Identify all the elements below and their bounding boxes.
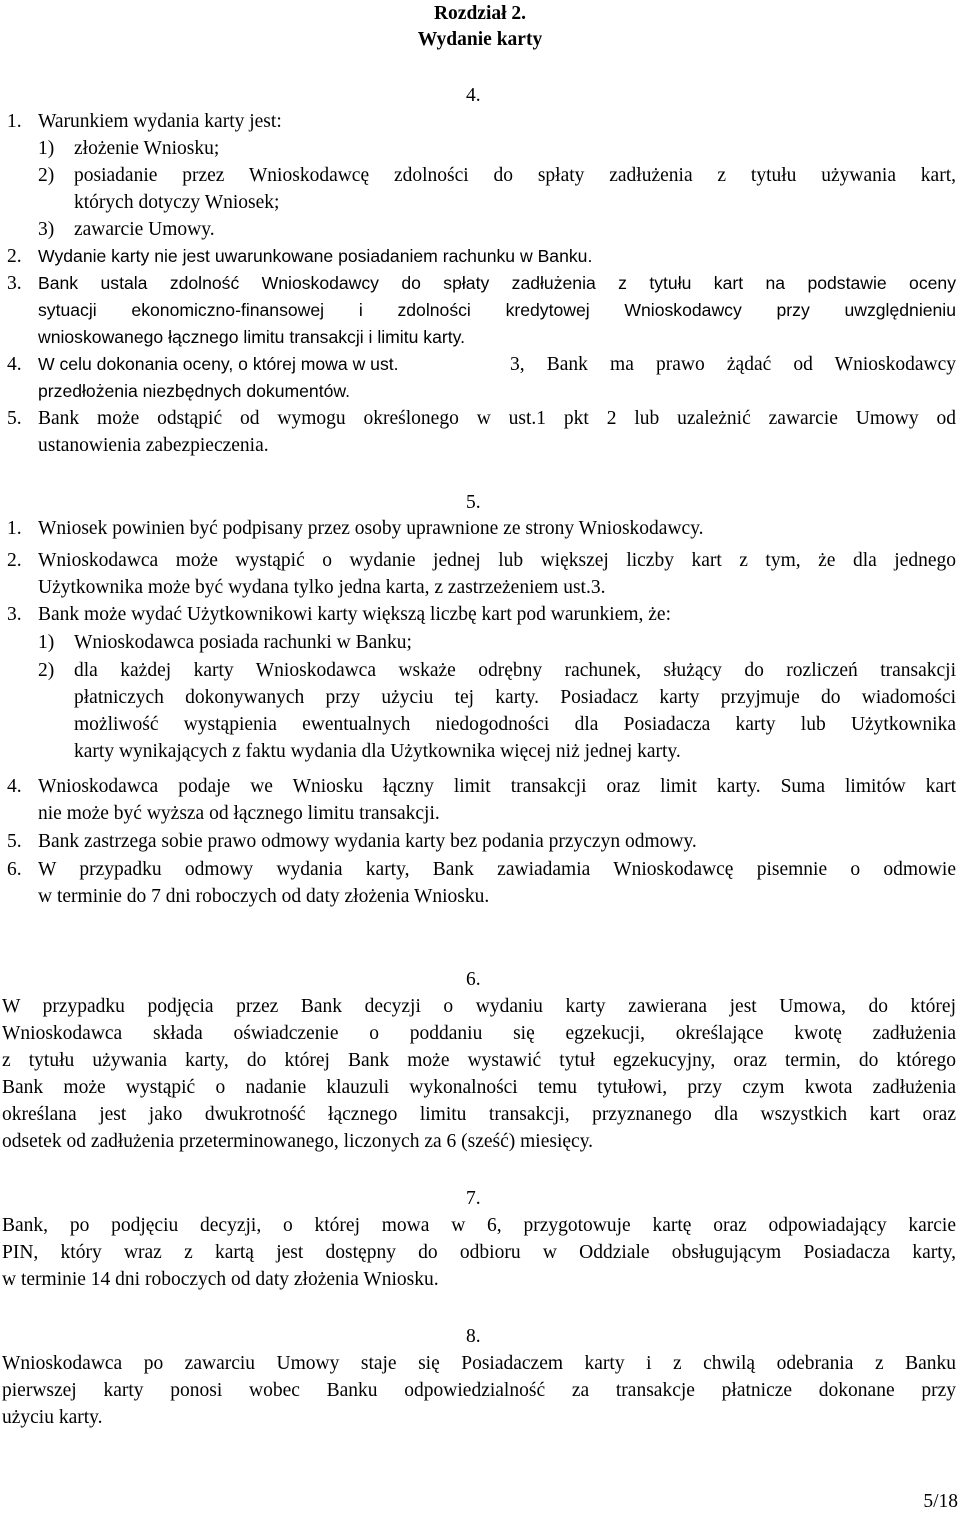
s4-item-5-line-2: ustanowienia zabezpieczenia. <box>38 435 269 456</box>
s5-item-3-sub-2-number: 2) <box>38 660 55 681</box>
s4-item-1-sub-1-text: złożenie Wniosku; <box>74 138 220 159</box>
s5-item-6-line-1: W przypadku odmowy wydania karty, Bank zawiadamia Wnioskodawcę pisemnie o odmowie <box>38 859 956 880</box>
s4-item-1-sub-1-number: 1) <box>38 138 55 159</box>
s4-item-1-sub-3-number: 3) <box>38 219 55 240</box>
s6-line-1: W przypadku podjęcia przez Bank decyzji o wydaniu karty zawierana jest Umowa, do której <box>2 996 956 1017</box>
s5-item-3-sub-1-number: 1) <box>38 632 55 653</box>
s5-item-5-text: Bank zastrzega sobie prawo odmowy wydania karty bez podania przyczyn odmowy. <box>38 831 697 852</box>
s5-item-3-sub-2-line-1: dla każdej karty Wnioskodawca wskaże odrębny rachunek, służący do rozliczeń transakcji <box>74 660 956 681</box>
chapter-heading: Rozdział 2. <box>433 3 527 24</box>
s4-item-4-number: 4. <box>7 354 22 375</box>
page-number: 5/18 <box>923 1491 958 1512</box>
s4-item-4-line-1b: 3, Bank ma prawo żądać od Wnioskodawcy <box>510 354 956 375</box>
s4-item-1-sub-2-line-1: posiadanie przez Wnioskodawcę zdolności do spłaty zadłużenia z tytułu używania kart, <box>74 165 956 186</box>
s6-line-3: z tytułu używania karty, do której Bank może wystawić tytuł egzekucyjny, oraz termin, do którego <box>2 1050 956 1071</box>
s5-item-1-number: 1. <box>7 518 22 539</box>
s5-item-3-sub-2-line-4: karty wynikających z faktu wydania dla Użytkownika więcej niż jednej karty. <box>74 741 681 762</box>
s8-line-3: użyciu karty. <box>2 1407 103 1428</box>
s7-line-3: w terminie 14 dni roboczych od daty złożenia Wniosku. <box>2 1269 439 1290</box>
section-5-number: 5. <box>466 492 481 513</box>
s4-item-4-line-2: przedłożenia niezbędnych dokumentów. <box>38 381 351 401</box>
section-6-number: 6. <box>466 969 481 990</box>
s6-line-4: Bank może wystąpić o nadanie klauzuli wykonalności temu tytułowi, przy czym kwota zadłużenia <box>2 1077 956 1098</box>
s6-line-5: określana jest jako dwukrotność łącznego limitu transakcji, przyznanego dla wszystkich kart oraz <box>2 1104 956 1125</box>
s4-item-1-sub-2-line-2: których dotyczy Wniosek; <box>74 192 280 213</box>
s4-item-5-number: 5. <box>7 408 22 429</box>
s7-line-1: Bank, po podjęciu decyzji, o której mowa w 6, przygotowuje kartę oraz odpowiadający karcie <box>2 1215 956 1236</box>
s4-item-2-number: 2. <box>7 246 22 267</box>
s5-item-4-number: 4. <box>7 776 22 797</box>
s4-item-1-number: 1. <box>7 111 22 132</box>
s5-item-3-sub-2-line-3: możliwość wystąpienia ewentualnych niedogodności dla Posiadacza karty lub Użytkownika <box>74 714 956 735</box>
s5-item-2-line-1: Wnioskodawca może wystąpić o wydanie jednej lub większej liczby kart z tym, że dla jednego <box>38 550 956 571</box>
s5-item-3-sub-2-line-2: płatniczych dokonywanych przy użyciu tej karty. Posiadacz karty przyjmuje do wiadomości <box>74 687 956 708</box>
s5-item-3-sub-1-text: Wnioskodawca posiada rachunki w Banku; <box>74 632 412 653</box>
s4-item-4-line-1a: W celu dokonania oceny, o której mowa w ust. <box>38 354 399 374</box>
s5-item-2-number: 2. <box>7 550 22 571</box>
section-7-number: 7. <box>466 1188 481 1209</box>
section-4-number: 4. <box>466 85 481 106</box>
s5-item-3-number: 3. <box>7 604 22 625</box>
s6-line-2: Wnioskodawca składa oświadczenie o poddaniu się egzekucji, określające kwotę zadłużenia <box>2 1023 956 1044</box>
s4-item-1-text: Warunkiem wydania karty jest: <box>38 111 282 132</box>
s5-item-3-text: Bank może wydać Użytkownikowi karty większą liczbę kart pod warunkiem, że: <box>38 604 671 625</box>
s7-line-2: PIN, który wraz z kartą jest dostępny do odbioru w Oddziale obsługującym Posiadacza karty, <box>2 1242 956 1263</box>
s5-item-6-line-2: w terminie do 7 dni roboczych od daty złożenia Wniosku. <box>38 886 490 907</box>
s5-item-4-line-2: nie może być wyższa od łącznego limitu transakcji. <box>38 803 440 824</box>
s5-item-2-line-2: Użytkownika może być wydana tylko jedna karta, z zastrzeżeniem ust.3. <box>38 577 606 598</box>
s4-item-1-sub-2-number: 2) <box>38 165 55 186</box>
s5-item-5-number: 5. <box>7 831 22 852</box>
section-8-number: 8. <box>466 1326 481 1347</box>
s4-item-1-sub-3-text: zawarcie Umowy. <box>74 219 215 240</box>
s4-item-3-number: 3. <box>7 273 22 294</box>
s6-line-6: odsetek od zadłużenia przeterminowanego, liczonych za 6 (sześć) miesięcy. <box>2 1131 594 1152</box>
chapter-title: Wydanie karty <box>417 29 543 50</box>
s4-item-3-line-1: Bank ustala zdolność Wnioskodawcy do spłaty zadłużenia z tytułu kart na podstawie oceny <box>38 273 956 293</box>
s4-item-3-line-2: sytuacji ekonomiczno-finansowej i zdolności kredytowej Wnioskodawcy przy uwzględnieniu <box>38 300 956 320</box>
s8-line-2: pierwszej karty ponosi wobec Banku odpowiedzialność za transakcje płatnicze dokonane przy <box>2 1380 956 1401</box>
s5-item-1-text: Wniosek powinien być podpisany przez osoby uprawnione ze strony Wnioskodawcy. <box>38 518 704 539</box>
s5-item-6-number: 6. <box>7 859 22 880</box>
s4-item-2-text: Wydanie karty nie jest uwarunkowane posiadaniem rachunku w Banku. <box>38 246 593 266</box>
s8-line-1: Wnioskodawca po zawarciu Umowy staje się Posiadaczem karty i z chwilą odebrania z Banku <box>2 1353 956 1374</box>
s5-item-4-line-1: Wnioskodawca podaje we Wniosku łączny limit transakcji oraz limit karty. Suma limitów kart <box>38 776 956 797</box>
s4-item-5-line-1: Bank może odstąpić od wymogu określonego w ust.1 pkt 2 lub uzależnić zawarcie Umowy od <box>38 408 956 429</box>
s4-item-3-line-3: wnioskowanego łącznego limitu transakcji i limitu karty. <box>38 327 465 347</box>
